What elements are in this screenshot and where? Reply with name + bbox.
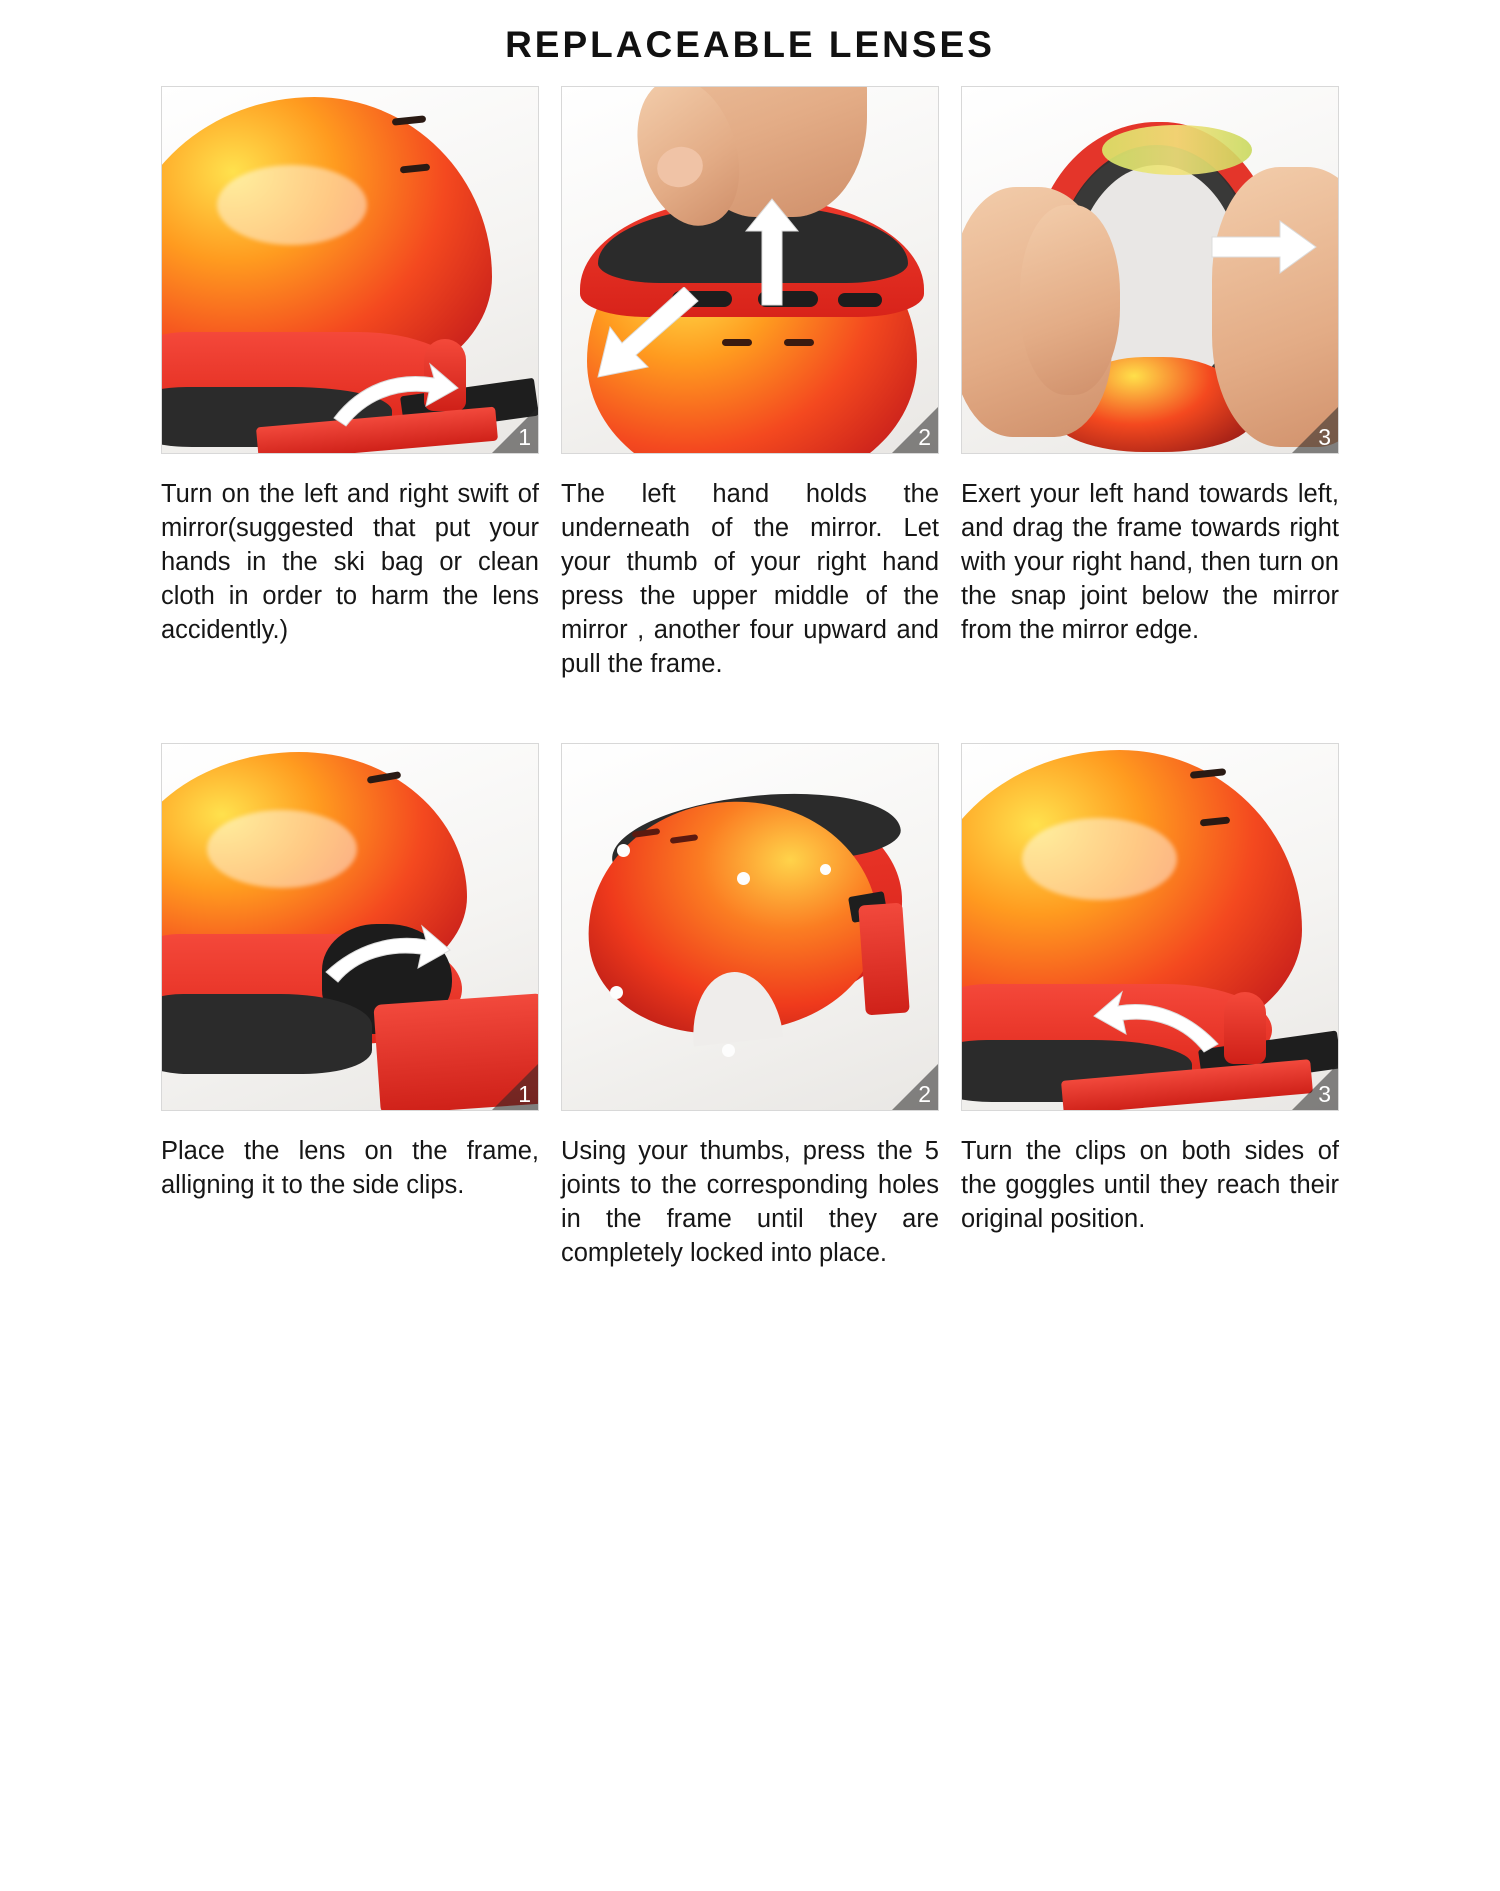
page-title: REPLACEABLE LENSES bbox=[505, 24, 995, 65]
lens-glare bbox=[1022, 818, 1177, 900]
swivel-tab bbox=[1224, 992, 1266, 1064]
step-image-removal-1 bbox=[161, 86, 539, 454]
step-number: 3 bbox=[1318, 1081, 1331, 1108]
corner-badge bbox=[492, 407, 538, 453]
page-title-container bbox=[125, 0, 1375, 86]
step-caption: Using your thumbs, press the 5 joints to the corresponding holes in the frame until they are completely locked into place. bbox=[561, 1137, 939, 1268]
instruction-sheet bbox=[125, 0, 1375, 1271]
step-caption: Exert your left hand towards left, and drag the frame towards right with your right hand, then turn on the snap joint below the mirror from the mirror edge. bbox=[961, 480, 1339, 644]
step-caption: The left hand holds the underneath of the mirror. Let your thumb of your right hand press the upper middle of the mirror , another four upward and pull the frame. bbox=[561, 480, 939, 678]
vent-slot bbox=[838, 293, 882, 307]
step-image-install-2 bbox=[561, 743, 939, 1111]
direction-arrow-left-icon bbox=[1092, 986, 1222, 1056]
step-card-removal-1 bbox=[161, 86, 539, 681]
step-number: 2 bbox=[918, 1081, 931, 1108]
removal-steps-row bbox=[161, 86, 1339, 681]
corner-badge bbox=[1292, 407, 1338, 453]
installation-steps-row bbox=[161, 743, 1339, 1271]
step-number: 2 bbox=[918, 424, 931, 450]
vent-slot bbox=[784, 339, 814, 346]
step-card-removal-3 bbox=[961, 86, 1339, 681]
direction-arrow-right-icon bbox=[322, 922, 452, 992]
step-caption: Turn the clips on both sides of the goggles until they reach their original position. bbox=[961, 1137, 1339, 1234]
direction-arrow-down-left-icon bbox=[592, 287, 702, 387]
step-card-install-1 bbox=[161, 743, 539, 1271]
step-card-install-3 bbox=[961, 743, 1339, 1271]
step-number: 1 bbox=[518, 1081, 531, 1108]
step-caption: Place the lens on the frame, alligning it to the side clips. bbox=[161, 1137, 539, 1200]
step-image-install-3 bbox=[961, 743, 1339, 1111]
vent-slot bbox=[722, 339, 752, 346]
face-foam bbox=[161, 994, 372, 1074]
right-hand bbox=[1212, 167, 1339, 447]
direction-arrow-up-icon bbox=[742, 197, 802, 307]
step-caption: Turn on the left and right swift of mirror(suggested that put your hands in the ski bag or clean cloth in order to harm the lens accidently.) bbox=[161, 480, 539, 644]
lens-glare bbox=[207, 810, 357, 888]
corner-badge bbox=[892, 1064, 938, 1110]
direction-arrow-right-icon bbox=[1210, 217, 1320, 277]
lens-top-reflection bbox=[1102, 125, 1252, 175]
corner-badge bbox=[892, 407, 938, 453]
direction-arrow-icon bbox=[330, 362, 460, 432]
step-card-removal-2 bbox=[561, 86, 939, 681]
step-number: 1 bbox=[518, 424, 531, 450]
step-image-removal-2 bbox=[561, 86, 939, 454]
corner-badge bbox=[1292, 1064, 1338, 1110]
corner-badge bbox=[492, 1064, 538, 1110]
step-image-removal-3 bbox=[961, 86, 1339, 454]
goggle-strap bbox=[858, 903, 910, 1016]
left-fingers bbox=[1020, 205, 1120, 395]
step-number: 3 bbox=[1318, 424, 1331, 450]
lens-glare bbox=[217, 165, 367, 245]
step-card-install-2 bbox=[561, 743, 939, 1271]
step-image-install-1 bbox=[161, 743, 539, 1111]
